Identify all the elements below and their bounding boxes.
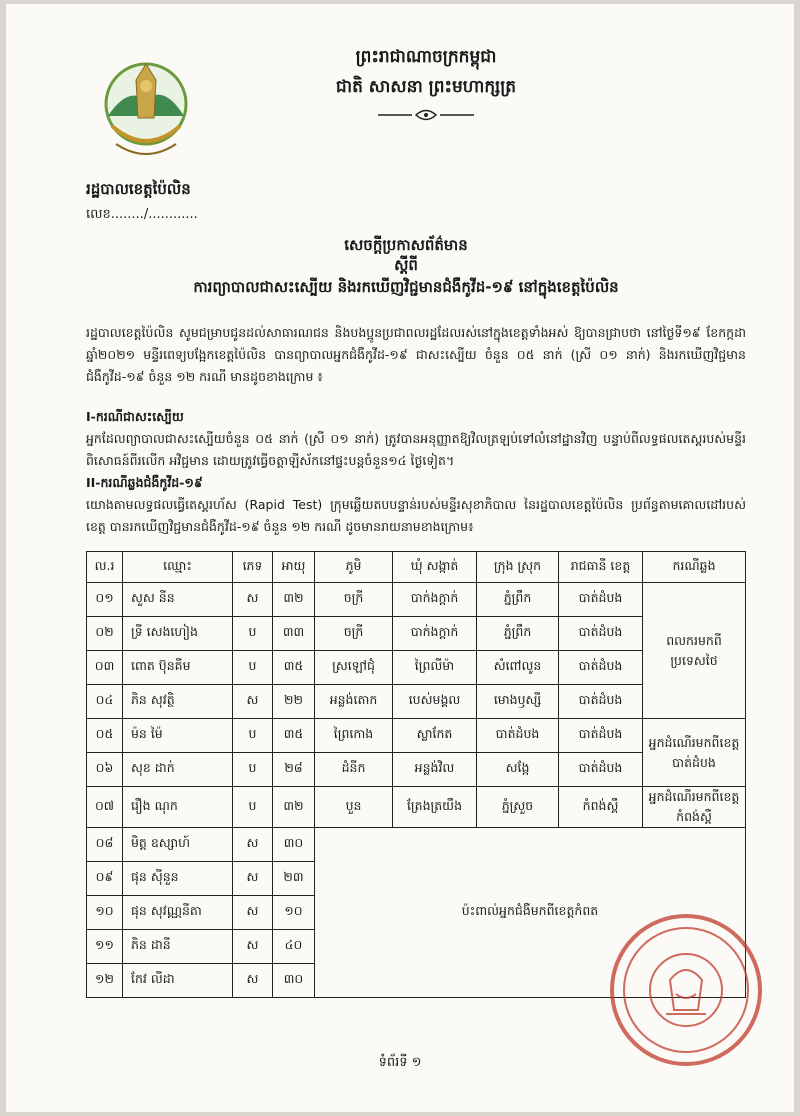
cell-age: ៣០ bbox=[273, 964, 315, 998]
cell-name: ភិន ដានី bbox=[123, 930, 233, 964]
divider-ornament bbox=[378, 108, 474, 122]
cell-province: បាត់ដំបង bbox=[559, 651, 643, 685]
cell-province: បាត់ដំបង bbox=[559, 685, 643, 719]
cell-no: ០៦ bbox=[87, 753, 123, 787]
cell-commune: ព្រៃលីម៉ា bbox=[393, 651, 477, 685]
cell-province: បាត់ដំបង bbox=[559, 753, 643, 787]
document-title: សេចក្ដីប្រកាសព័ត៌មាន bbox=[344, 236, 468, 254]
cell-commune: បាក់ងក្ដាក់ bbox=[393, 617, 477, 651]
cell-sex: ប bbox=[233, 719, 273, 753]
cell-contact-note: ប៉ះពាល់អ្នកជំងឺមកពីខេត្តកំពត bbox=[315, 828, 746, 998]
table-row bbox=[87, 583, 746, 617]
cell-no: ១២ bbox=[87, 964, 123, 998]
cell-commune: ស្លាកែត bbox=[393, 719, 477, 753]
cell-sex: ស bbox=[233, 828, 273, 862]
cell-age: ១០ bbox=[273, 896, 315, 930]
header-province: រាជធានី ខេត្ត bbox=[559, 552, 643, 583]
cell-sex: ប bbox=[233, 617, 273, 651]
cell-sex: ស bbox=[233, 930, 273, 964]
header-age: អាយុ bbox=[273, 552, 315, 583]
cell-commune: បេស់មង្គល bbox=[393, 685, 477, 719]
cell-name: ភិន សុវត្ថិ bbox=[123, 685, 233, 719]
cell-age: ៣២ bbox=[273, 583, 315, 617]
document-subtitle: ស្ដីពី bbox=[394, 256, 418, 274]
cell-commune: ត្រែងត្រយឹង bbox=[393, 787, 477, 828]
cell-village: ដំនីក bbox=[315, 753, 393, 787]
cell-province: កំពង់ស្ពឺ bbox=[559, 787, 643, 828]
cell-no: ០៣ bbox=[87, 651, 123, 685]
table-header-row bbox=[87, 552, 746, 583]
cell-age: ២៣ bbox=[273, 862, 315, 896]
cell-name: កែវ លីដា bbox=[123, 964, 233, 998]
cell-village: ស្រឡៅជុំ bbox=[315, 651, 393, 685]
cell-age: ២៨ bbox=[273, 753, 315, 787]
cell-no: ០៧ bbox=[87, 787, 123, 828]
kingdom-name: ព្រះរាជាណាចក្រកម្ពុជា bbox=[355, 47, 497, 67]
cell-village: អន្លង់តោក bbox=[315, 685, 393, 719]
cell-age: ៤០ bbox=[273, 930, 315, 964]
cell-sex: ស bbox=[233, 583, 273, 617]
header-name: ឈ្មោះ bbox=[123, 552, 233, 583]
provincial-emblem-logo bbox=[98, 56, 194, 166]
cell-sex: ប bbox=[233, 753, 273, 787]
header-no: ល.រ bbox=[87, 552, 123, 583]
cell-name: ផុន ស៊ីនួន bbox=[123, 862, 233, 896]
header-commune: ឃុំ សង្កាត់ bbox=[393, 552, 477, 583]
section2-paragraph: យោងតាមលទ្ធផលធ្វើតេស្តរហ័ស (Rapid Test) ក្រុមឆ្លើយតបបន្ទាន់របស់មន្ទីរសុខាភិបាល នៃរដ្ឋបាលខេត្តប៉ៃលិន ប្រព័ន្ធតាមគោលដៅរបស់ខេត្ត បានរកឃើញវិជ្ជមានជំងឺកូវីដ-១៩ ចំនួន ១២ ករណី ដូចមានរាយនាមខាងក្រោម៖ bbox=[86, 497, 746, 534]
cell-name: ពោត ប៊ុនគីម bbox=[123, 651, 233, 685]
national-motto: ជាតិ សាសនា ព្រះមហាក្សត្រ bbox=[335, 77, 517, 97]
reference-number: លេខ......../............ bbox=[86, 207, 198, 222]
cell-age: ៣០ bbox=[273, 828, 315, 862]
intro-paragraph: រដ្ឋបាលខេត្តប៉ៃលិន សូមជម្រាបជូនដល់សាធារណជន និងបងប្អូនប្រជាពលរដ្ឋដែលរស់នៅក្នុងខេត្តទាំងអស់ ឱ្យបានជ្រាបថា នៅថ្ងៃទី១៩ ខែកក្កដា ឆ្នាំ២០២១ មន្ទីរពេទ្យបង្អែកខេត្តប៉ៃលិន បានព្យាបាលអ្នកជំងឺកូវីដ-១៩ ជាសះស្បើយ ចំនួន ០៥ នាក់ (ស្រី ០១ នាក់) និងរកឃើញវិជ្ជមានជំងឺកូវីដ-១៩ ចំនួន ១២ ករណី មានដូចខាងក្រោម ៖ bbox=[86, 325, 746, 384]
cell-no: ០៤ bbox=[87, 685, 123, 719]
cell-village: ចក្រី bbox=[315, 583, 393, 617]
cell-name: សួស នីន bbox=[123, 583, 233, 617]
section1-paragraph: អ្នកដែលព្យាបាលជាសះស្បើយចំនួន ០៥ នាក់ (ស្រី ០១ នាក់) ត្រូវបានអនុញ្ញាតឱ្យវិលត្រឡប់ទៅលំនៅដ្ឋានវិញ បន្ទាប់ពីលទ្ធផលតេស្តរបស់មន្ទីរពិសោធន៍ពីរលើក អវិជ្ជមាន ដោយត្រូវធ្វើចត្តាឡីស័កនៅផ្ទះបន្តចំនួន១៤ ថ្ងៃទៀត។ bbox=[86, 431, 746, 468]
cell-case-thailand: ពលករមកពីប្រទេសថៃ bbox=[643, 583, 746, 719]
cell-sex: ស bbox=[233, 964, 273, 998]
cell-village: ព្រៃកោង bbox=[315, 719, 393, 753]
document-page bbox=[6, 4, 794, 1112]
table-row bbox=[87, 828, 746, 862]
cell-district: ភ្នំព្រឹក bbox=[477, 583, 559, 617]
cell-name: ផុន សុវណ្ណនីតា bbox=[123, 896, 233, 930]
cell-sex: ស bbox=[233, 862, 273, 896]
cell-age: ៣៥ bbox=[273, 719, 315, 753]
cell-age: ៣២ bbox=[273, 787, 315, 828]
cell-province: បាត់ដំបង bbox=[559, 719, 643, 753]
cell-village: បួន bbox=[315, 787, 393, 828]
cell-sex: ប bbox=[233, 787, 273, 828]
cell-name: មិត្ត ឧស្សាហ៍ bbox=[123, 828, 233, 862]
cell-no: ០៥ bbox=[87, 719, 123, 753]
document-topic: ការព្យាបាលជាសះស្បើយ និងរកឃើញវិជ្ជមានជំងឺកូវីដ-១៩ នៅក្នុងខេត្តប៉ៃលិន bbox=[193, 278, 619, 296]
cell-province: បាត់ដំបង bbox=[559, 617, 643, 651]
table-row bbox=[87, 719, 746, 753]
cell-name: ម៉ន ម៉ៃ bbox=[123, 719, 233, 753]
cell-age: ៣៣ bbox=[273, 617, 315, 651]
cell-district: មោងឫស្សី bbox=[477, 685, 559, 719]
page-number: ទំព័រទី ១ bbox=[378, 1055, 422, 1070]
cell-name: រឿង ណុក bbox=[123, 787, 233, 828]
cell-province: បាត់ដំបង bbox=[559, 583, 643, 617]
official-red-seal bbox=[606, 910, 766, 1070]
header-sex: ភេទ bbox=[233, 552, 273, 583]
cell-no: ១០ bbox=[87, 896, 123, 930]
cell-case-battambang: អ្នកដំណើរមកពីខេត្តបាត់ដំបង bbox=[643, 719, 746, 787]
header-village: ភូមិ bbox=[315, 552, 393, 583]
cell-no: ១១ bbox=[87, 930, 123, 964]
issuing-authority: រដ្ឋបាលខេត្តប៉ៃលិន bbox=[86, 180, 191, 198]
cell-no: ០៨ bbox=[87, 828, 123, 862]
cell-no: ០៩ bbox=[87, 862, 123, 896]
cell-age: ២២ bbox=[273, 685, 315, 719]
section2-heading: II-ករណីឆ្លងជំងឺកូវីដ-១៩ bbox=[86, 475, 203, 490]
cell-name: ទ្រី សេងហៀង bbox=[123, 617, 233, 651]
cell-case-kampongspeu: អ្នកដំណើរមកពីខេត្តកំពង់ស្ពឺ bbox=[643, 787, 746, 828]
section1-heading: I-ករណីជាសះស្បើយ bbox=[86, 409, 184, 424]
cell-district: ភ្នំព្រឹក bbox=[477, 617, 559, 651]
table-row bbox=[87, 787, 746, 828]
cell-commune: បាក់ងក្ដាក់ bbox=[393, 583, 477, 617]
cell-sex: ស bbox=[233, 896, 273, 930]
cell-name: សុខ ដាក់ bbox=[123, 753, 233, 787]
cell-district: បាត់ដំបង bbox=[477, 719, 559, 753]
cell-district: សង្កែ bbox=[477, 753, 559, 787]
cell-village: ចក្រី bbox=[315, 617, 393, 651]
cell-sex: ស bbox=[233, 685, 273, 719]
cell-sex: ប bbox=[233, 651, 273, 685]
header-district: ក្រុង ស្រុក bbox=[477, 552, 559, 583]
header-case: ករណីឆ្លង bbox=[643, 552, 746, 583]
cell-age: ៣៥ bbox=[273, 651, 315, 685]
cell-commune: អន្លង់វិល bbox=[393, 753, 477, 787]
cell-district: សំពៅលូន bbox=[477, 651, 559, 685]
cell-no: ០២ bbox=[87, 617, 123, 651]
cell-district: ភ្នំស្រួច bbox=[477, 787, 559, 828]
cell-no: ០១ bbox=[87, 583, 123, 617]
